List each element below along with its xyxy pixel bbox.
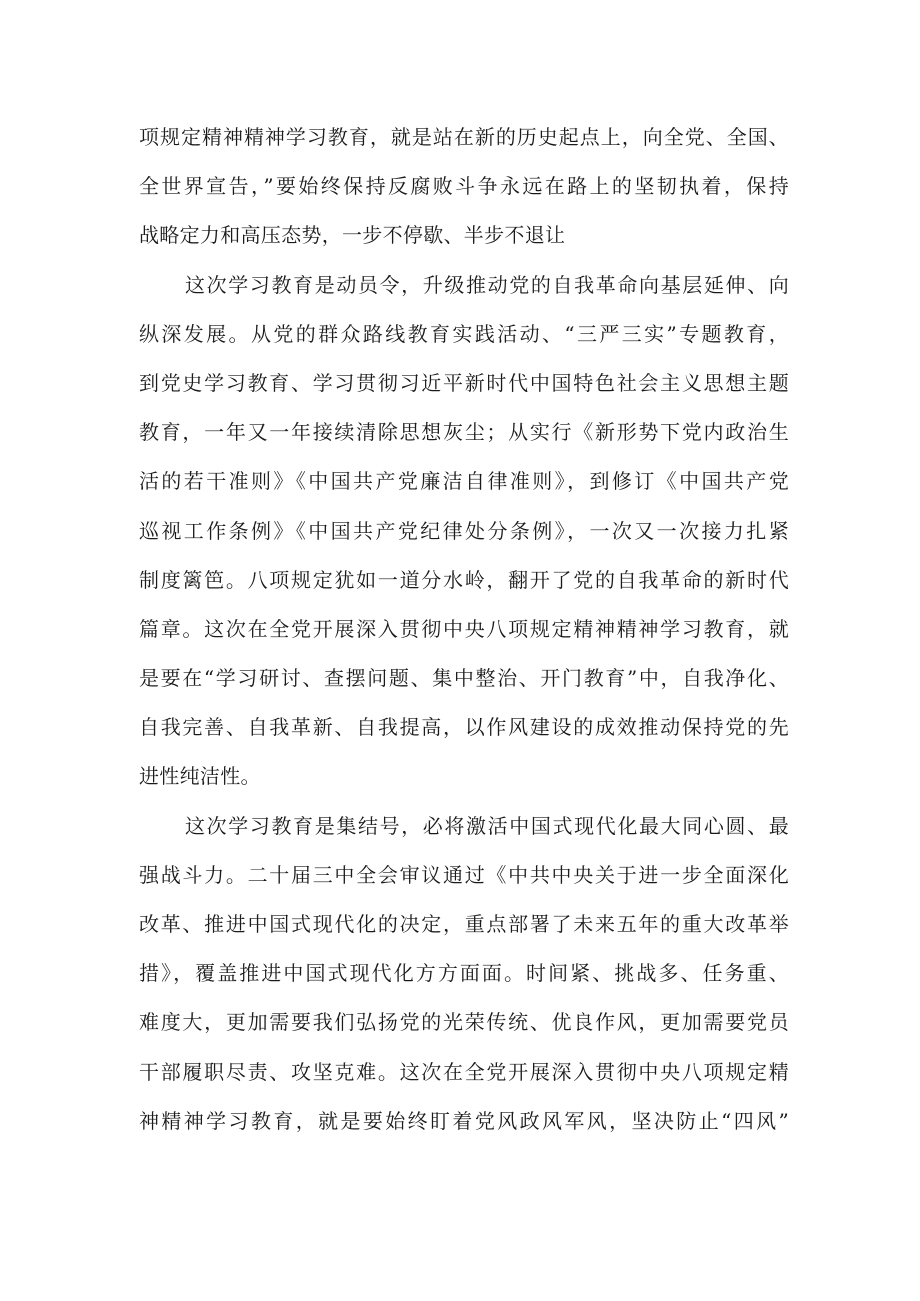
paragraph-2 xyxy=(139,261,789,802)
body-text xyxy=(139,113,789,1146)
text-line: 干部履职尽责、攻坚克难。这次在全党开展深入贯彻中央八项规定精 xyxy=(139,1059,789,1084)
text-line: 活的若干准则》《中国共产党廉洁自律准则》，到修订《中国共产党 xyxy=(139,469,789,494)
text-line: 自我完善、自我革新、自我提高，以作风建设的成效推动保持党的先 xyxy=(139,715,789,740)
text-line: 这次学习教育是动员令，升级推动党的自我革命向基层延伸、向 xyxy=(185,272,789,297)
text-line: 难度大，更加需要我们弘扬党的光荣传统、优良作风，更加需要党员 xyxy=(139,1010,789,1035)
text-line: 纵深发展。从党的群众路线教育实践活动、“三严三实”专题教育， xyxy=(139,321,789,346)
text-line: 全世界宣告，”要始终保持反腐败斗争永远在路上的坚韧执着，保持 xyxy=(139,174,789,199)
text-line: 项规定精神精神学习教育，就是站在新的历史起点上，向全党、全国、 xyxy=(139,125,789,149)
text-line: 是要在“学习研讨、查摆问题、集中整治、开门教育”中，自我净化、 xyxy=(139,666,789,691)
text-line: 改革、推进中国式现代化的决定，重点部署了未来五年的重大改革举 xyxy=(139,912,789,936)
text-line: 这次学习教育是集结号，必将激活中国式现代化最大同心圆、最 xyxy=(185,813,789,838)
text-line: 巡视工作条例》《中国共产党纪律处分条例》，一次又一次接力扎紧 xyxy=(139,518,789,543)
paragraph-3 xyxy=(139,802,789,1146)
text-line: 教育，一年又一年接续清除思想灰尘；从实行《新形势下党内政治生 xyxy=(139,420,789,445)
paragraph-1 xyxy=(139,113,789,261)
text-line: 战略定力和高压态势，一步不停歇、半步不退让 xyxy=(139,223,566,248)
text-line: 制度篱笆。八项规定犹如一道分水岭，翻开了党的自我革命的新时代 xyxy=(139,567,789,592)
text-line: 强战斗力。二十届三中全会审议通过《中共中央关于进一步全面深化 xyxy=(139,862,789,887)
text-line: 措》，覆盖推进中国式现代化方方面面。时间紧、挑战多、任务重、 xyxy=(139,961,789,986)
text-line: 到党史学习教育、学习贯彻习近平新时代中国特色社会主义思想主题 xyxy=(139,370,789,395)
text-line: 篇章。这次在全党开展深入贯彻中央八项规定精神精神学习教育，就 xyxy=(139,616,789,641)
text-line: 进性纯洁性。 xyxy=(139,764,261,789)
text-line: 神精神学习教育，就是要始终盯着党风政风军风，坚决防止“四风” xyxy=(139,1108,789,1133)
